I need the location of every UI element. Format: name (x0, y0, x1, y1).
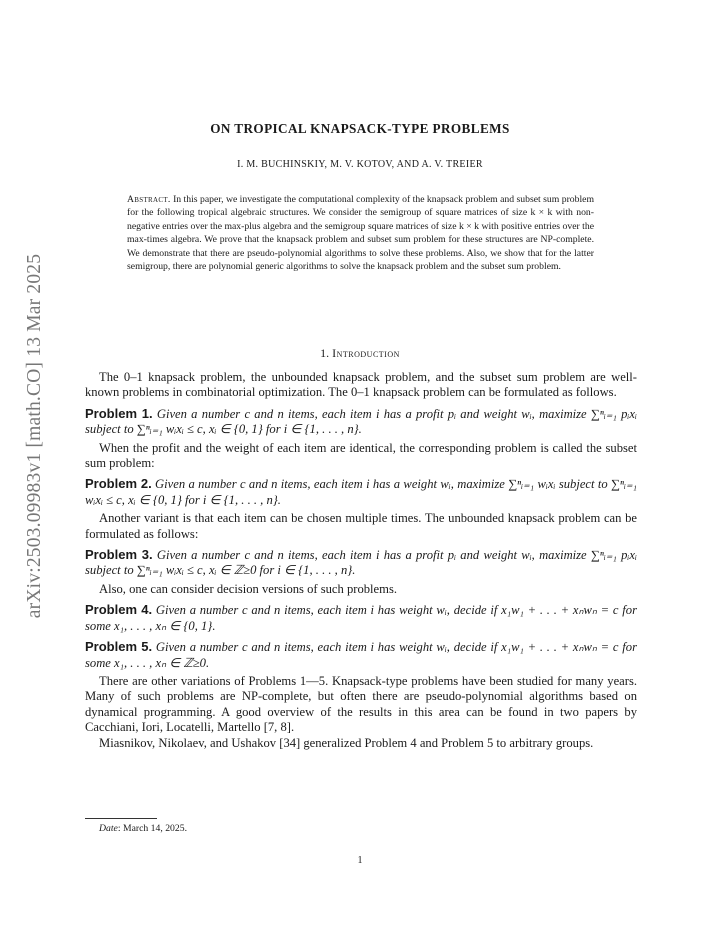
arxiv-identifier-text: arXiv:2503.09983v1 [math.CO] 13 Mar 2025 (24, 253, 45, 619)
problem-3 (85, 547, 637, 579)
paragraph-subset-sum: When the profit and the weight of each item are identical, the corresponding problem is called the subset sum problem: (85, 440, 637, 471)
problem-2 (85, 476, 637, 508)
footnote-rule (85, 818, 157, 819)
paragraph-unbounded: Another variant is that each item can be chosen multiple times. The unbounded knapsack problem can be formulated as follows: (85, 511, 637, 541)
problem-5-label: Problem 5. (85, 639, 153, 655)
arxiv-identifier-stamp (15, 230, 55, 642)
paragraph-variations: There are other variations of Problems 1—5. Knapsack-type problems have been studied for many years. Many of such problems are NP-complete, but often there are pseudo-polynomial algorithms based on dynamical programming. A good overview of the results in this area can be found in two papers by Cacchiani, Iori, Locatelli, Martello [7, 8]. (85, 673, 637, 735)
abstract-heading: Abstract. (127, 194, 171, 205)
paper-authors: I. M. BUCHINSKIY, M. V. KOTOV, AND A. V. TREIER (237, 159, 483, 170)
paper-title: ON TROPICAL KNAPSACK-TYPE PROBLEMS (210, 121, 510, 136)
problem-2-statement: Given a number c and n items, each item i has a weight wᵢ, maximize ∑ⁿᵢ₌₁ wᵢxᵢ subject to ∑ⁿᵢ₌₁ wᵢxᵢ ≤ c, xᵢ ∈ {0, 1} for i ∈ {1, . . . , n}. (85, 477, 637, 507)
problem-3-label: Problem 3. (85, 547, 153, 563)
footnote-date-label: Date (99, 823, 118, 834)
paragraph-intro: The 0–1 knapsack problem, the unbounded knapsack problem, and the subset sum problem are well-known problems in combinatorial optimization. The 0–1 knapsack problem can be formulated as follows. (85, 370, 637, 400)
problem-3-statement: Given a number c and n items, each item i has a profit pᵢ and weight wᵢ, maximize ∑ⁿᵢ₌₁ pᵢxᵢ subject to ∑ⁿᵢ₌₁ wᵢxᵢ ≤ c, xᵢ ∈ ℤ≥0 for i ∈ {1, . . . , n}. (85, 548, 637, 578)
problem-5 (85, 639, 637, 671)
abstract-text: In this paper, we investigate the computational complexity of the knapsack problem and subset sum problem for the following tropical algebraic structures. We consider the semigroup of square matrices of size k × k with non-negative entries over the max-plus algebra and the semigroup square matrices of size k × k with positive entries over the max-times algebra. We prove that the knapsack problem and subset sum problem for these structures are NP-complete. We demonstrate that there are pseudo-polynomial algorithms to solve these problems. Also, we show that for the latter semigroup, there are polynomial generic algorithms to solve the knapsack problem and the subset sum problem. (127, 194, 595, 273)
problem-1-label: Problem 1. (85, 405, 153, 421)
abstract-block (127, 193, 594, 273)
problem-4-label: Problem 4. (85, 602, 153, 618)
problem-4 (85, 602, 637, 634)
problem-2-label: Problem 2. (85, 476, 152, 492)
problem-4-statement: Given a number c and n items, each item i has weight wᵢ, decide if x₁w₁ + . . . + xₙwₙ = c for some x₁, . . . , xₙ ∈ {0, 1}. (85, 603, 637, 633)
problem-1 (85, 406, 637, 438)
paragraph-decision: Also, one can consider decision versions of such problems. (99, 581, 397, 596)
paragraph-generalization: Miasnikov, Nikolaev, and Ushakov [34] generalized Problem 4 and Problem 5 to arbitrary groups. (99, 735, 594, 750)
footnote-date (99, 823, 187, 834)
section-heading (0, 346, 720, 361)
section-name: Introduction (332, 346, 400, 360)
body-text (85, 370, 637, 751)
problem-5-statement: Given a number c and n items, each item i has weight wᵢ, decide if x₁w₁ + . . . + xₙwₙ = c for some x₁, . . . , xₙ ∈ ℤ≥0. (85, 640, 637, 670)
footnote-date-text: : March 14, 2025. (117, 823, 187, 834)
problem-1-statement: Given a number c and n items, each item i has a profit pᵢ and weight wᵢ, maximize ∑ⁿᵢ₌₁ pᵢxᵢ subject to ∑ⁿᵢ₌₁ wᵢxᵢ ≤ c, xᵢ ∈ {0, 1} for i ∈ {1, . . . , n}. (85, 406, 637, 437)
section-number: 1. (320, 346, 330, 360)
page-number: 1 (357, 855, 363, 866)
